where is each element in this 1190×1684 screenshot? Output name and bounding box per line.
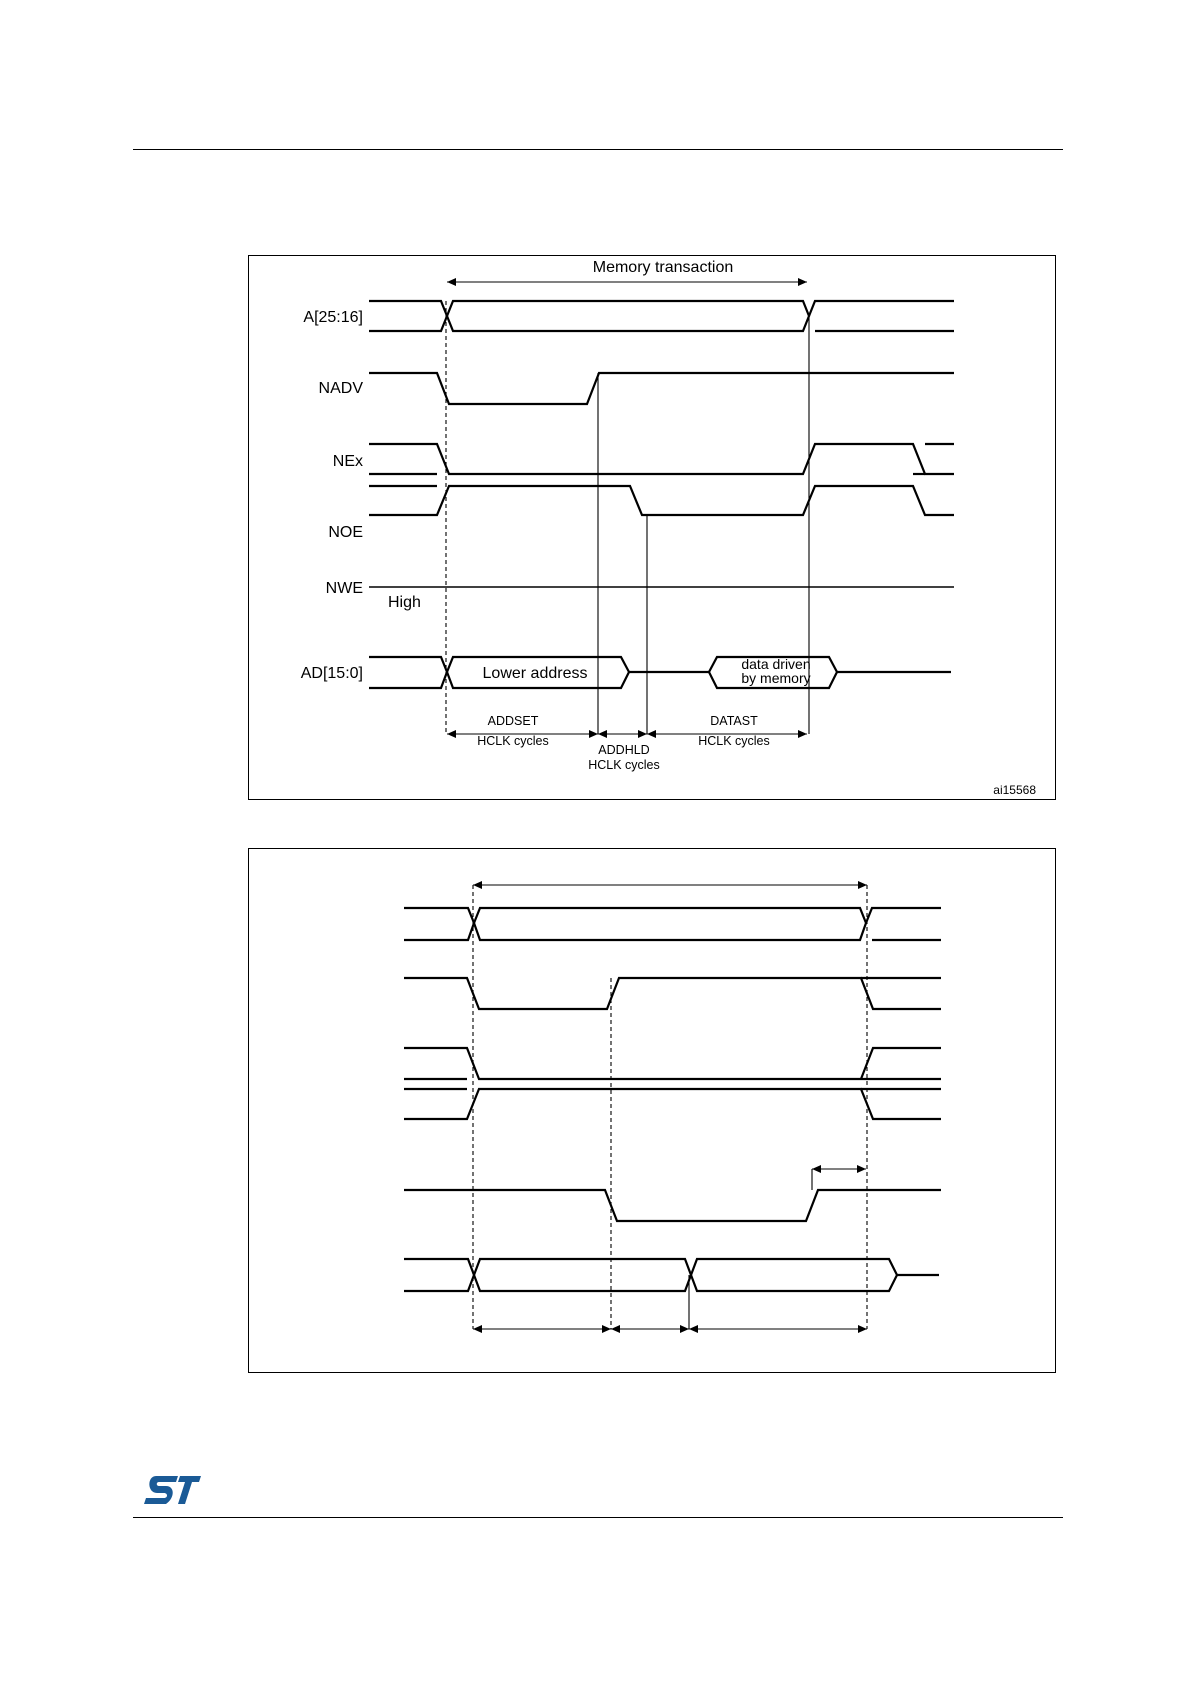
arrow-left-icon (447, 278, 456, 286)
timing-diagram-read (248, 255, 1056, 800)
figure-id: ai15568 (993, 783, 1036, 797)
by-memory-label: by memory (741, 670, 811, 686)
signal-nwe-label: NWE (325, 580, 363, 597)
addset-sub-label: HCLK cycles (477, 734, 549, 748)
addhld-sub-label: HCLK cycles (588, 758, 660, 772)
footer-rule (133, 1517, 1063, 1518)
timing-diagram-write (248, 848, 1056, 1373)
addhld-label: ADDHLD (598, 743, 650, 757)
signal-nex-label: NEx (332, 453, 363, 470)
signal-nadv-label: NADV (318, 380, 363, 397)
datast-sub-label: HCLK cycles (698, 734, 770, 748)
memory-transaction-label: Memory transaction (592, 259, 734, 276)
arrow-right-icon (798, 278, 807, 286)
data-driven-label: data driven (741, 656, 811, 672)
signal-ad-label: AD[15:0] (300, 665, 363, 682)
signal-noe-label: NOE (328, 524, 363, 541)
datast-label: DATAST (710, 714, 758, 728)
nwe-level-label: High (388, 594, 421, 611)
signal-a-label: A[25:16] (303, 309, 363, 326)
timing-diagram-read-svg (249, 256, 1057, 801)
addset-label: ADDSET (487, 714, 539, 728)
lower-address-label: Lower address (482, 665, 588, 682)
timing-diagram-write-svg (249, 849, 1057, 1374)
header-rule (133, 149, 1063, 150)
